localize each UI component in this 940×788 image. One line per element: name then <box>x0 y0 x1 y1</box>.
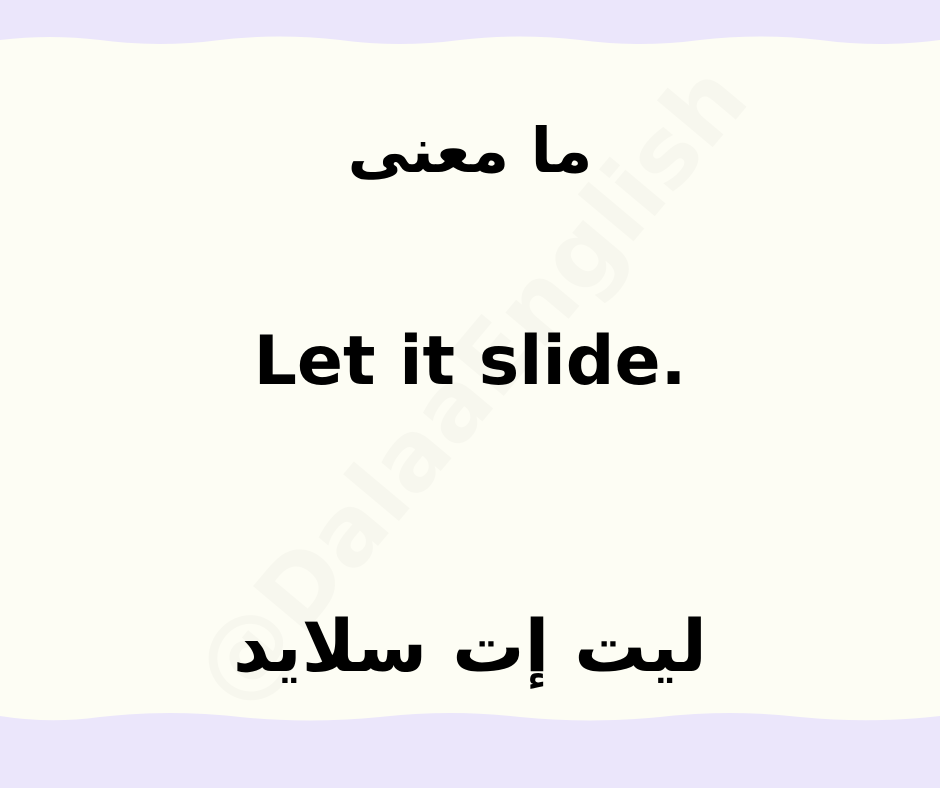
arabic-pronunciation: ليت إت سلايد <box>233 604 707 688</box>
english-phrase: Let it slide. <box>253 322 687 401</box>
meaning-heading: ما معنى <box>347 114 593 187</box>
